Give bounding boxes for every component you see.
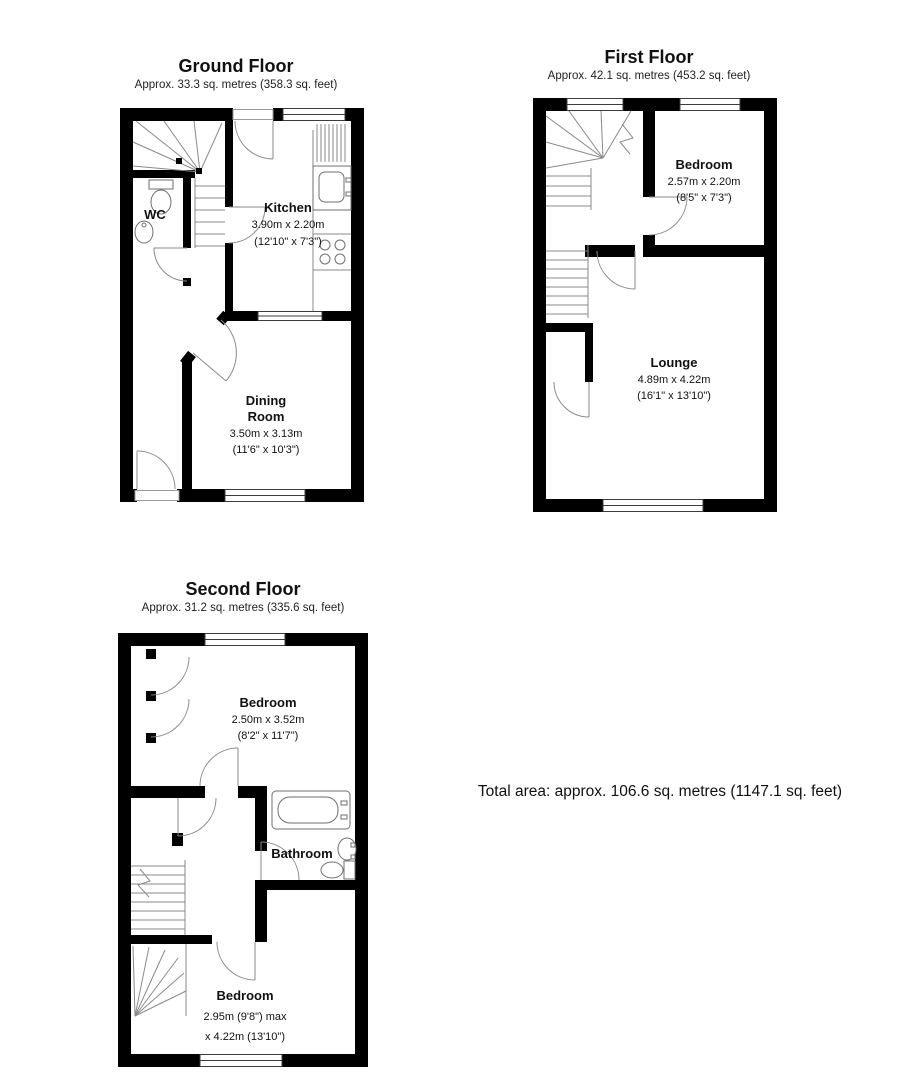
ground-floor-plan [120, 108, 364, 502]
second-floor-subtitle: Approx. 31.2 sq. metres (335.6 sq. feet) [141, 602, 345, 614]
front-door-arc [137, 451, 175, 489]
toilet [321, 862, 343, 878]
dining-label-line2: Room [247, 409, 285, 424]
back-bedroom-dims-line2: x 4.22m (13'10") [205, 1031, 285, 1043]
bathroom-label: Bathroom [271, 846, 333, 861]
front-bedroom-dims-m: 2.50m x 3.52m [231, 714, 305, 726]
second-room-labels [203, 695, 332, 1043]
dining-door-arc [221, 320, 236, 381]
total-area-text: Total area: approx. 106.6 sq. metres (1147.1 sq. feet) [477, 783, 843, 800]
hob-ring [335, 240, 345, 250]
wardrobe-door-arc [151, 699, 189, 737]
dining-label-line1: Dining [245, 393, 287, 408]
toilet-cistern [149, 180, 173, 189]
dining-dims-m: 3.50m x 3.13m [229, 428, 303, 440]
kitchen-label: Kitchen [264, 200, 312, 215]
kitchen-fixtures [313, 124, 351, 311]
back-bedroom-door-arc [217, 942, 255, 980]
back-door-arc [235, 121, 273, 159]
kitchen-dims-m: 3.90m x 2.20m [251, 219, 325, 231]
lounge-label: Lounge [650, 355, 698, 370]
first-floor-plan [533, 98, 777, 512]
back-bedroom-label: Bedroom [216, 988, 274, 1003]
ground-floor-title: Ground Floor [178, 56, 294, 76]
front-bedroom-label: Bedroom [239, 695, 297, 710]
kitchen-sink [319, 172, 344, 202]
first-floor-subtitle: Approx. 42.1 sq. metres (453.2 sq. feet) [547, 70, 751, 82]
first-stairs [546, 111, 633, 318]
wc-door-arc [154, 248, 187, 281]
front-bedroom-dims-ft: (8'2" x 11'7") [237, 730, 299, 742]
wc-label: WC [144, 207, 166, 222]
bathroom-fixtures [272, 791, 356, 879]
second-floor-plan [118, 633, 368, 1067]
front-bedroom-door-arc [200, 748, 238, 786]
cupboard-door-arc [554, 382, 589, 417]
wardrobe-door-arc [151, 657, 189, 695]
door-threshold [135, 491, 179, 501]
toilet-cistern [344, 861, 355, 879]
dining-dims-ft: (11'6" x 10'3") [232, 444, 300, 456]
first-floor-title: First Floor [604, 47, 694, 67]
hob-ring [320, 254, 330, 264]
second-floor-title: Second Floor [185, 579, 301, 599]
back-bedroom-dims-line1: 2.95m (9'8") max [203, 1011, 287, 1023]
bedroom-dims-m: 2.57m x 2.20m [667, 176, 741, 188]
bedroom-label: Bedroom [675, 157, 733, 172]
ground-floor-subtitle: Approx. 33.3 sq. metres (358.3 sq. feet) [134, 79, 338, 91]
bedroom-dims-ft: (8'5" x 7'3") [676, 192, 732, 204]
stair-door-arc [178, 798, 216, 836]
hob-ring [335, 254, 345, 264]
door-threshold [233, 110, 273, 120]
lounge-dims-ft: (16'1" x 13'10") [637, 390, 711, 402]
lounge-dims-m: 4.89m x 4.22m [637, 374, 711, 386]
ground-room-labels [144, 200, 324, 456]
kitchen-dims-ft: (12'10" x 7'3") [254, 236, 322, 248]
